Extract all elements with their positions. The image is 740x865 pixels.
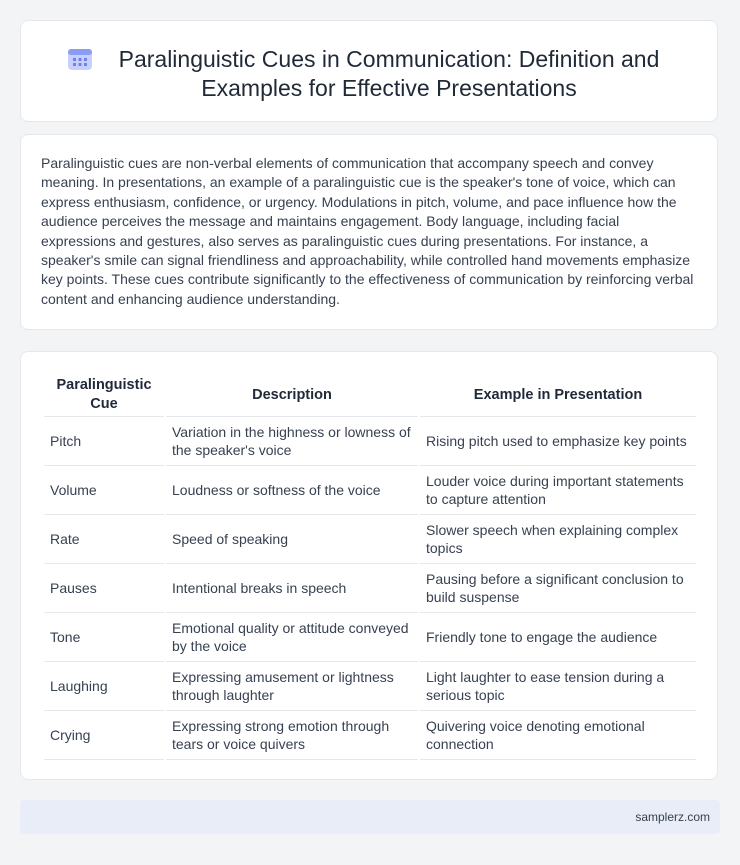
- table-row: [44, 417, 696, 466]
- cell-cue: Crying: [44, 711, 164, 760]
- header-description: Description: [166, 372, 418, 417]
- cell-example: Slower speech when explaining complex topics: [420, 515, 696, 564]
- cell-cue: Pauses: [44, 564, 164, 613]
- footer-site-link[interactable]: samplerz.com: [635, 810, 710, 824]
- cell-cue: Tone: [44, 613, 164, 662]
- cell-description: Speed of speaking: [166, 515, 418, 564]
- table-row: [44, 466, 696, 515]
- cell-description: Variation in the highness or lowness of the speaker's voice: [166, 417, 418, 466]
- table-row: [44, 662, 696, 711]
- cell-example: Light laughter to ease tension during a serious topic: [420, 662, 696, 711]
- table-row: [44, 564, 696, 613]
- cell-description: Loudness or softness of the voice: [166, 466, 418, 515]
- cell-description: Expressing amusement or lightness through laughter: [166, 662, 418, 711]
- title-card: [20, 20, 718, 122]
- cues-table: [42, 372, 698, 760]
- table-row: [44, 515, 696, 564]
- header-cue: Paralinguistic Cue: [44, 372, 164, 417]
- footer: [20, 800, 720, 834]
- table-row: [44, 711, 696, 760]
- intro-card: [20, 134, 718, 330]
- table-row: [44, 613, 696, 662]
- intro-paragraph: Paralinguistic cues are non-verbal elements of communication that accompany speech and convey meaning. In presentations, an example of a paralinguistic cue is the speaker's tone of voice, which can express enthusiasm, confidence, or urgency. Modulations in pitch, volume, and pace influence how the audience perceives the message and maintains engagement. Body language, including facial expressions and gestures, also serves as paralinguistic cues during presentations. For instance, a speaker's smile can signal friendliness and approachability, while controlled hand movements emphasize key points. These cues contribute significantly to the effectiveness of communication by reinforcing verbal content and enhancing audience understanding.: [41, 155, 694, 307]
- cell-cue: Laughing: [44, 662, 164, 711]
- cell-description: Intentional breaks in speech: [166, 564, 418, 613]
- cell-description: Emotional quality or attitude conveyed by the voice: [166, 613, 418, 662]
- cell-example: Quivering voice denoting emotional connection: [420, 711, 696, 760]
- cell-example: Friendly tone to engage the audience: [420, 613, 696, 662]
- cell-cue: Volume: [44, 466, 164, 515]
- table-header-row: [44, 372, 696, 417]
- cell-example: Pausing before a significant conclusion to build suspense: [420, 564, 696, 613]
- table-card: [20, 351, 718, 780]
- page-title: Paralinguistic Cues in Communication: Definition and Examples for Effective Presentations: [118, 46, 660, 101]
- cell-cue: Pitch: [44, 417, 164, 466]
- cell-cue: Rate: [44, 515, 164, 564]
- header-example: Example in Presentation: [420, 372, 696, 417]
- cell-example: Rising pitch used to emphasize key points: [420, 417, 696, 466]
- cell-description: Expressing strong emotion through tears or voice quivers: [166, 711, 418, 760]
- cell-example: Louder voice during important statements to capture attention: [420, 466, 696, 515]
